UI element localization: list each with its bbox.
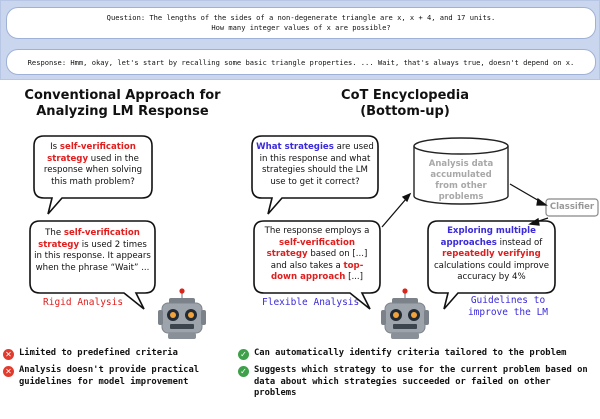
question-line-1: Question: The lengths of the sides of a non-degenerate triangle are x, x + 4, and 17 units. xyxy=(106,13,496,22)
x-circle-icon: ✕ xyxy=(3,349,14,360)
highlight-blue: What strategies xyxy=(256,142,334,152)
left-title-line-1: Conventional Approach for xyxy=(24,88,221,103)
right-bullets xyxy=(238,348,600,418)
highlight-blue: Exploring multiple approaches xyxy=(440,226,536,248)
check-circle-icon: ✓ xyxy=(238,349,249,360)
x-circle-icon: ✕ xyxy=(3,366,14,377)
left-question-text: Is self-verification strategy used in the response when solving this math problem? xyxy=(43,142,143,187)
left-bullets xyxy=(0,348,245,418)
right-title-line-1: CoT Encyclopedia xyxy=(341,88,469,103)
question-line-2: How many integer values of x are possible? xyxy=(211,23,391,32)
right-answer-text: The response employs a self-verification strategy based on [...] and also takes a top-down approach [...] xyxy=(264,226,370,282)
robot-icon xyxy=(158,288,206,339)
left-bullet-2: Analysis doesn't provide practical guidelines for model improvement xyxy=(19,365,200,387)
right-bullet-2: Suggests which strategy to use for the current problem based on data about which strategies succeeded or failed on other problems xyxy=(254,365,588,398)
highlight-red: self-verification strategy xyxy=(266,237,355,259)
highlight-red: top-down approach xyxy=(270,260,364,282)
left-answer-text: The self-verification strategy is used 2 times in this response. It appears when the phrase “Wait” ... xyxy=(34,228,151,273)
right-bullet-1: Can automatically identify criteria tailored to the problem xyxy=(254,348,567,358)
guideline-text: Exploring multiple approaches instead of repeatedly verifying calculations could improve accuracy by 4% xyxy=(433,226,550,282)
highlight-red: self-verification strategy xyxy=(47,142,136,164)
classifier-label: Classifier xyxy=(549,202,595,212)
rigid-analysis-label: Rigid Analysis xyxy=(43,297,124,308)
right-title-line-2: (Bottom-up) xyxy=(360,104,450,119)
highlight-red: repeatedly verifying xyxy=(442,249,541,259)
right-question-text: What strategies are used in this response and what strategies should the LM use to get it correct? xyxy=(256,142,374,187)
database-text: Analysis data accumulated from other problems xyxy=(428,159,494,202)
highlight-red: self-verification strategy xyxy=(38,228,140,250)
robot-icon xyxy=(381,288,429,339)
guidelines-label: Guidelines to improve the LM xyxy=(467,295,549,318)
response-text: Response: Hmm, okay, let's start by recalling some basic triangle properties. ... Wait, that's always true, doesn't depend on x. xyxy=(27,58,575,67)
flexible-analysis-label: Flexible Analysis xyxy=(262,297,360,308)
left-title-line-2: Analyzing LM Response xyxy=(36,104,209,119)
check-circle-icon: ✓ xyxy=(238,366,249,377)
left-bullet-1: Limited to predefined criteria xyxy=(19,348,178,358)
